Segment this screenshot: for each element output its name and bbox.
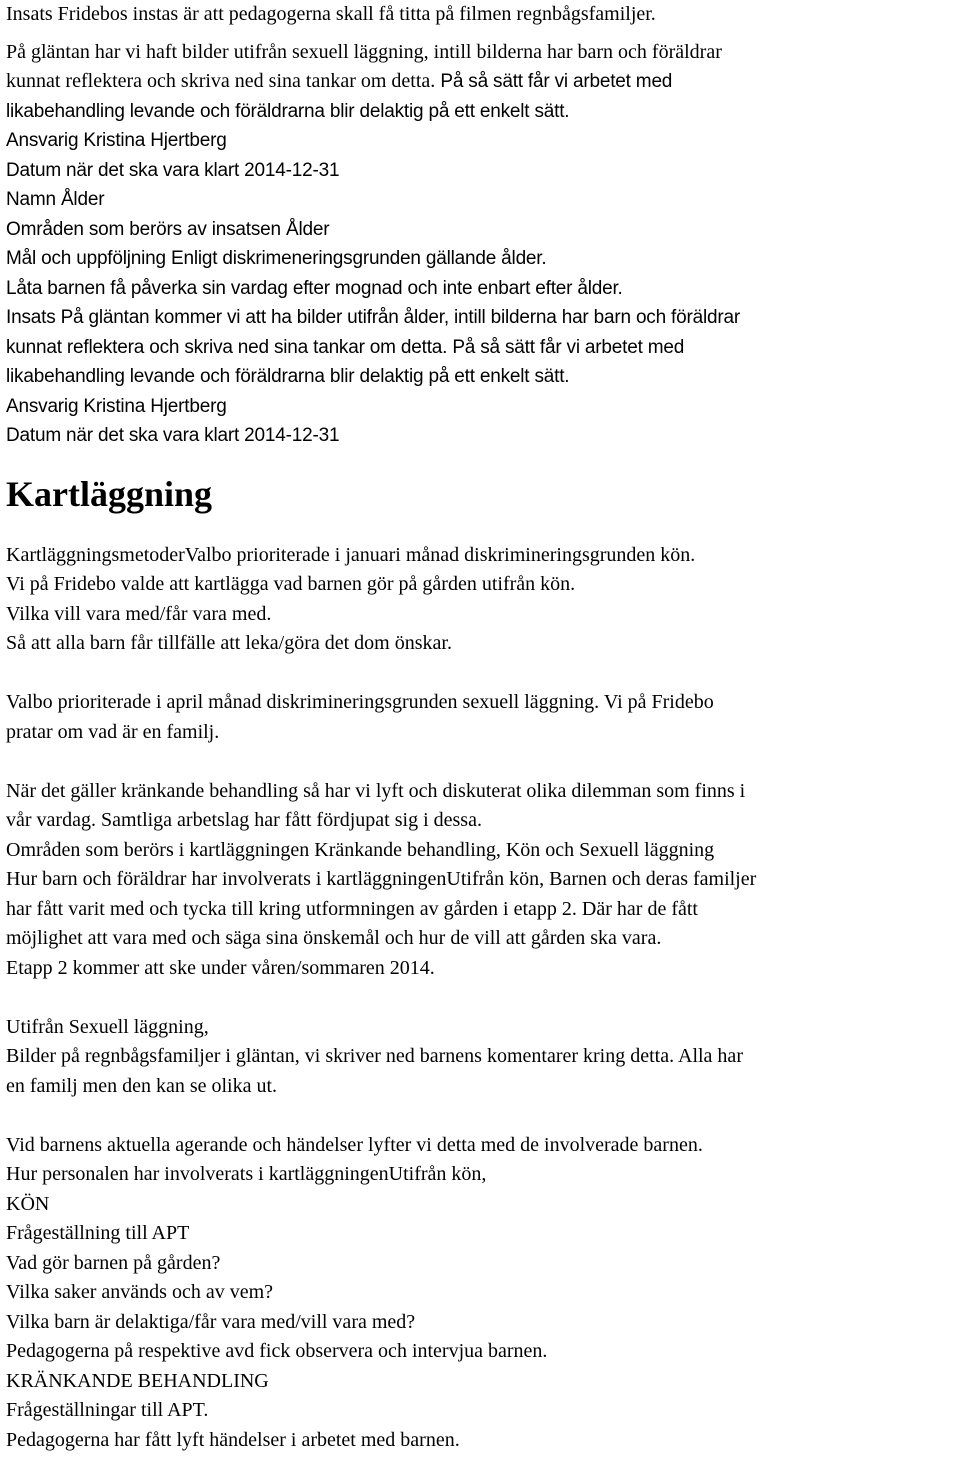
- text-line: pratar om vad är en familj.: [6, 720, 220, 743]
- text-line: KÖN: [6, 1192, 50, 1215]
- text-line: Vilka saker används och av vem?: [6, 1281, 274, 1303]
- text-line: KRÄNKANDE BEHANDLING: [6, 1369, 269, 1392]
- text-span: kunnat reflektera och skriva ned sina tankar om detta.: [6, 70, 436, 92]
- text-line: Områden som berörs av insatsen Ålder: [6, 218, 330, 240]
- text-line: en familj men den kan se olika ut.: [6, 1074, 278, 1097]
- text-line: På gläntan har vi haft bilder utifrån sexuell läggning, intill bilderna har barn och föräldrar: [6, 40, 722, 63]
- text-line: likabehandling levande och föräldrarna blir delaktig på ett enkelt sätt.: [6, 366, 570, 387]
- text-line: Insats På gläntan kommer vi att ha bilder utifrån ålder, intill bilderna har barn och föräldrar: [6, 307, 741, 328]
- text-line: Låta barnen få påverka sin vardag efter mognad och inte enbart efter ålder.: [6, 277, 623, 299]
- paragraph-gap: [6, 747, 956, 777]
- text-line: Frågeställning till APT: [6, 1222, 190, 1244]
- text-line: Ansvarig Kristina Hjertberg: [6, 395, 227, 417]
- section-block-1: [6, 0, 956, 451]
- paragraph-gap: [6, 659, 956, 689]
- text-line: Frågeställningar till APT.: [6, 1399, 209, 1421]
- text-span: På så sätt får vi arbetet med: [435, 71, 673, 92]
- text-line: vår vardag. Samtliga arbetslag har fått fördjupat sig i dessa.: [6, 809, 482, 831]
- text-line: Pedagogerna har fått lyft händelser i arbetet med barnen.: [6, 1428, 460, 1451]
- text-line: [6, 333, 956, 363]
- text-span: kunnat reflektera och skriva ned sina tankar om detta.: [6, 336, 448, 358]
- text-line: Valbo prioriterade i april månad diskrimineringsgrunden sexuell läggning. Vi på Fridebo: [6, 691, 714, 713]
- text-line: Vid barnens aktuella agerande och händelser lyfter vi detta med de involverade barnen.: [6, 1133, 703, 1156]
- section-block-2: [6, 541, 956, 1456]
- text-line: Vilka vill vara med/får vara med.: [6, 602, 272, 625]
- text-line: Hur barn och föräldrar har involverats i kartläggningenUtifrån kön, Barnen och deras familjer: [6, 868, 757, 890]
- text-span: På så sätt får vi arbetet med: [447, 336, 685, 358]
- text-line: Vi på Fridebo valde att kartlägga vad barnen gör på gården utifrån kön.: [6, 573, 576, 595]
- paragraph-gap: [6, 1101, 956, 1131]
- text-line: Etapp 2 kommer att ske under våren/sommaren 2014.: [6, 956, 435, 979]
- text-line: Så att alla barn får tillfälle att leka/göra det dom önskar.: [6, 632, 452, 654]
- text-line: Utifrån Sexuell läggning,: [6, 1015, 209, 1038]
- text-line: Områden som berörs i kartläggningen Kränkande behandling, Kön och Sexuell läggning: [6, 838, 715, 861]
- text-line: möjlighet att vara med och säga sina önskemål och hur de vill att gården ska vara.: [6, 927, 662, 949]
- text-line: Datum när det ska vara klart 2014-12-31: [6, 159, 340, 181]
- text-line: Mål och uppföljning Enligt diskrimeneringsgrunden gällande ålder.: [6, 248, 547, 269]
- text-line: Pedagogerna på respektive avd fick observera och intervjua barnen.: [6, 1340, 548, 1362]
- text-line: [6, 67, 956, 97]
- paragraph-gap: [6, 983, 956, 1013]
- text-line: Insats Fridebos instas är att pedagogerna skall få titta på filmen regnbågsfamiljer.: [6, 3, 656, 25]
- text-line: Datum när det ska vara klart 2014-12-31: [6, 425, 340, 446]
- text-line: När det gäller kränkande behandling så har vi lyft och diskuterat olika dilemman som finns i: [6, 779, 746, 802]
- text-line: har fått varit med och tycka till kring utformningen av gården i etapp 2. Där har de fått: [6, 897, 698, 920]
- text-line: Ansvarig Kristina Hjertberg: [6, 130, 227, 151]
- text-line: Vad gör barnen på gården?: [6, 1251, 221, 1274]
- section-heading: Kartläggning: [6, 473, 213, 514]
- text-line: Vilka barn är delaktiga/får vara med/vill vara med?: [6, 1310, 416, 1333]
- text-line: KartläggningsmetoderValbo prioriterade i januari månad diskrimineringsgrunden kön.: [6, 543, 696, 566]
- document-page: [6, 0, 956, 1455]
- text-line: Namn Ålder: [6, 189, 105, 210]
- text-line: likabehandling levande och föräldrarna blir delaktig på ett enkelt sätt.: [6, 100, 570, 122]
- text-line: Hur personalen har involverats i kartläggningenUtifrån kön,: [6, 1163, 487, 1185]
- text-line: Bilder på regnbågsfamiljer i gläntan, vi skriver ned barnens komentarer kring detta. Alla har: [6, 1045, 743, 1067]
